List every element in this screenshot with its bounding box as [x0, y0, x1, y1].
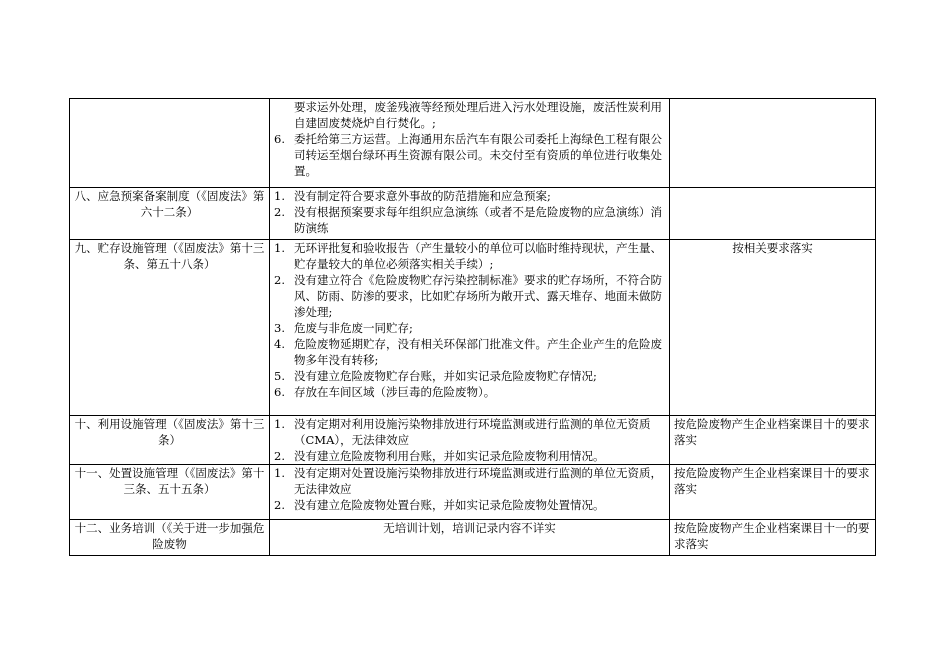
- list-item: [274, 448, 665, 464]
- category-cell: 十、利用设施管理（《固废法》第十三条）: [70, 416, 270, 465]
- item-text: 没有制定符合要求意外事故的防范措施和应急预案;: [294, 189, 551, 203]
- category-cell: [70, 99, 270, 188]
- item-number: 2.: [274, 498, 285, 512]
- measure-cell: 按相关要求落实: [670, 240, 876, 416]
- item-number: 6.: [274, 132, 285, 146]
- list-item: [274, 320, 665, 336]
- measure-cell: 按危险废物产生企业档案课目十的要求落实: [670, 416, 876, 465]
- category-cell: 十一、处置设施管理（《固废法》第十三条、五十五条）: [70, 465, 270, 520]
- item-text: 没有定期对处置设施污染物排放进行环境监测或进行监测的单位无资质，无法律效应: [294, 466, 662, 496]
- item-text: 危废与非危废一同贮存;: [294, 321, 413, 335]
- table-row: [70, 465, 876, 520]
- item-text: 危险废物延期贮存，没有相关环保部门批准文件。产生企业产生的危险废物多年没有转移;: [294, 337, 662, 367]
- item-number: 4.: [274, 337, 285, 351]
- list-item: [274, 416, 665, 448]
- list-item: [274, 240, 665, 272]
- item-number: 5.: [274, 369, 285, 383]
- table-row: [70, 240, 876, 416]
- item-text: 没有根据预案要求每年组织应急演练（或者不是危险废物的应急演练）消防演练: [294, 205, 662, 235]
- category-cell: 八、应急预案备案制度（《固废法》第六十二条）: [70, 188, 270, 240]
- item-text: 委托给第三方运营。上海通用东岳汽车有限公司委托上海绿色工程有限公司转运至烟台绿环再生资源有限公司。未交付至有资质的单位进行收集处置。: [294, 132, 662, 178]
- table-row: [70, 99, 876, 188]
- list-item: [274, 131, 665, 179]
- issues-cell: 无培训计划，培训记录内容不详实: [270, 520, 670, 556]
- item-number: 2.: [274, 273, 285, 287]
- issues-cell: [270, 416, 670, 465]
- measure-cell: [670, 99, 876, 188]
- item-text: 没有建立符合《危险废物贮存污染控制标准》要求的贮存场所，不符合防风、防雨、防渗的要求，比如贮存场所为敞开式、露天堆存、地面未做防渗处理;: [294, 273, 662, 319]
- item-number: 2.: [274, 449, 285, 463]
- issues-cell: [270, 240, 670, 416]
- item-number: 1.: [274, 417, 285, 431]
- item-number: 1.: [274, 466, 285, 480]
- category-cell: 九、贮存设施管理（《固废法》第十三条、第五十八条）: [70, 240, 270, 416]
- list-item: [274, 272, 665, 320]
- item-number: 6.: [274, 385, 285, 399]
- measure-cell: 按危险废物产生企业档案课目十一的要求落实: [670, 520, 876, 556]
- item-text: 没有建立危险废物贮存台账，并如实记录危险废物贮存情况;: [294, 369, 597, 383]
- item-number: 2.: [274, 205, 285, 219]
- list-item: [274, 465, 665, 497]
- regulation-table: [69, 98, 876, 556]
- list-item: [274, 384, 665, 400]
- list-item: [274, 336, 665, 368]
- item-text: 没有建立危险废物利用台账，并如实记录危险废物利用情况。: [294, 449, 605, 463]
- item-number: 1.: [274, 189, 285, 203]
- item-text: 没有定期对利用设施污染物排放进行环境监测或进行监测的单位无资质（CMA），无法律效应: [294, 417, 651, 447]
- issues-cell: [270, 188, 670, 240]
- table-row: [70, 520, 876, 556]
- issues-cell: [270, 465, 670, 520]
- table-row: [70, 416, 876, 465]
- measure-cell: [670, 188, 876, 240]
- item-number: 1.: [274, 241, 285, 255]
- list-item: [274, 204, 665, 236]
- continued-text: 要求运外处理，废釜残液等经预处理后进入污水处理设施，废活性炭利用自建固废焚烧炉自行焚化。;: [294, 100, 662, 130]
- item-text: 无环评批复和验收报告（产生量较小的单位可以临时维持现状，产生量、贮存量较大的单位必须落实相关手续）;: [294, 241, 662, 271]
- item-text: 存放在车间区域（涉巨毒的危险废物）。: [294, 385, 496, 399]
- item-text: 没有建立危险废物处置台账，并如实记录危险废物处置情况。: [294, 498, 605, 512]
- list-item: [274, 368, 665, 384]
- issues-cell: [270, 99, 670, 188]
- category-cell: 十二、业务培训（《关于进一步加强危险废物: [70, 520, 270, 556]
- measure-cell: 按危险废物产生企业档案课目十的要求落实: [670, 465, 876, 520]
- item-number: 3.: [274, 321, 285, 335]
- list-item: [274, 497, 665, 513]
- list-item: [274, 188, 665, 204]
- table-row: [70, 188, 876, 240]
